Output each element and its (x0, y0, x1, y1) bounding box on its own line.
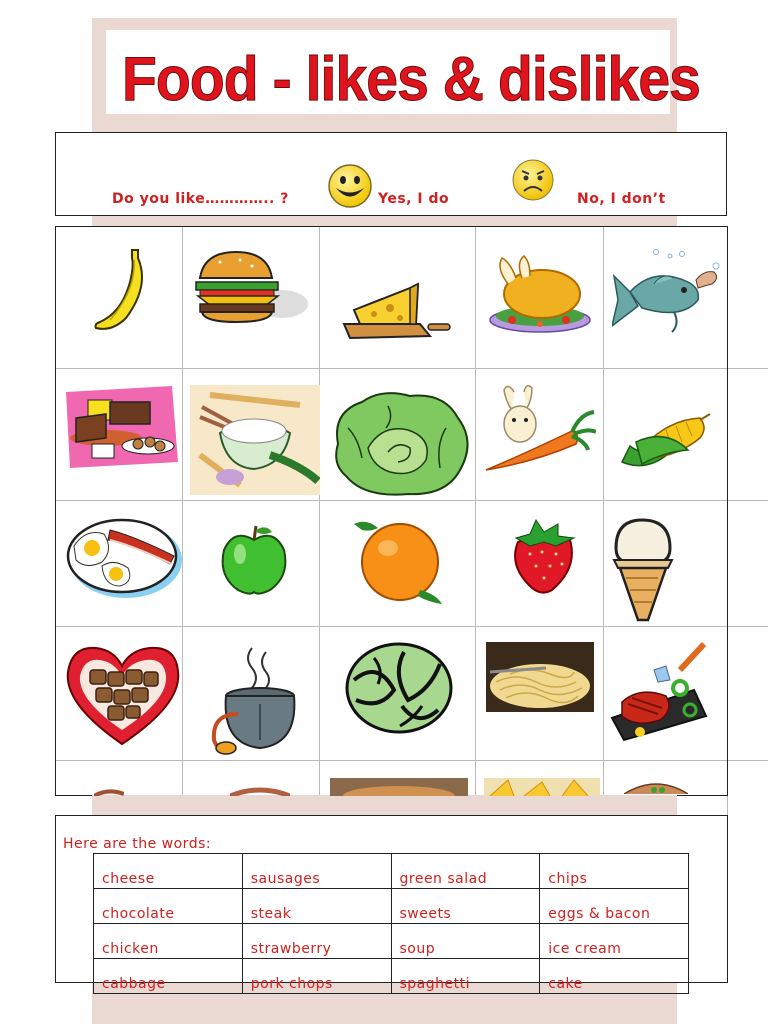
question-text: Do you like………….. ? (112, 191, 289, 207)
orange-picture (352, 518, 444, 604)
soup-picture (208, 644, 298, 760)
word-cell: sweets (391, 889, 540, 924)
rice-picture (190, 385, 320, 495)
word-cell: chocolate (94, 889, 243, 924)
peas-picture (624, 778, 688, 794)
word-table (93, 853, 689, 994)
green-salad-picture (328, 388, 476, 500)
page-title: Food - likes & dislikes (122, 45, 700, 114)
ice-cream-picture (612, 518, 674, 622)
no-answer: No, I don’t (577, 191, 666, 207)
smiley-sad-icon (510, 158, 556, 202)
word-cell: green salad (391, 854, 540, 889)
chocolate-picture (64, 644, 182, 746)
carrot-picture (484, 384, 596, 476)
pizza-picture (330, 778, 468, 796)
word-cell: steak (242, 889, 391, 924)
hamburger-picture (190, 248, 310, 328)
banana-picture (92, 246, 152, 334)
word-cell: cabbage (94, 959, 243, 994)
table-row (94, 959, 689, 994)
smiley-happy-icon (326, 163, 374, 209)
table-row (94, 889, 689, 924)
apple-picture (218, 524, 290, 596)
strawberry-picture (506, 516, 580, 594)
chicken-picture (488, 254, 594, 338)
fish-picture (612, 248, 724, 336)
corn-picture (616, 406, 712, 478)
word-cell: chips (540, 854, 689, 889)
chips-picture (484, 778, 600, 796)
pork-chops-picture (230, 786, 290, 796)
word-list-title: Here are the words: (63, 836, 212, 852)
steak-picture (610, 640, 718, 744)
spaghetti-picture (486, 642, 594, 712)
word-cell: cheese (94, 854, 243, 889)
table-row (94, 854, 689, 889)
word-cell: eggs & bacon (540, 889, 689, 924)
sausages-picture (94, 788, 124, 796)
cake-picture (66, 386, 178, 470)
grid-gap (92, 795, 677, 815)
yes-answer: Yes, I do (378, 191, 450, 207)
word-cell: cake (540, 959, 689, 994)
word-cell: spaghetti (391, 959, 540, 994)
eggs-bacon-picture (64, 516, 182, 600)
word-cell: chicken (94, 924, 243, 959)
cheese-picture (340, 280, 456, 344)
word-cell: sausages (242, 854, 391, 889)
word-cell: strawberry (242, 924, 391, 959)
word-cell: pork chops (242, 959, 391, 994)
word-cell: soup (391, 924, 540, 959)
table-row (94, 924, 689, 959)
word-cell: ice cream (540, 924, 689, 959)
cabbage-picture (344, 640, 454, 734)
